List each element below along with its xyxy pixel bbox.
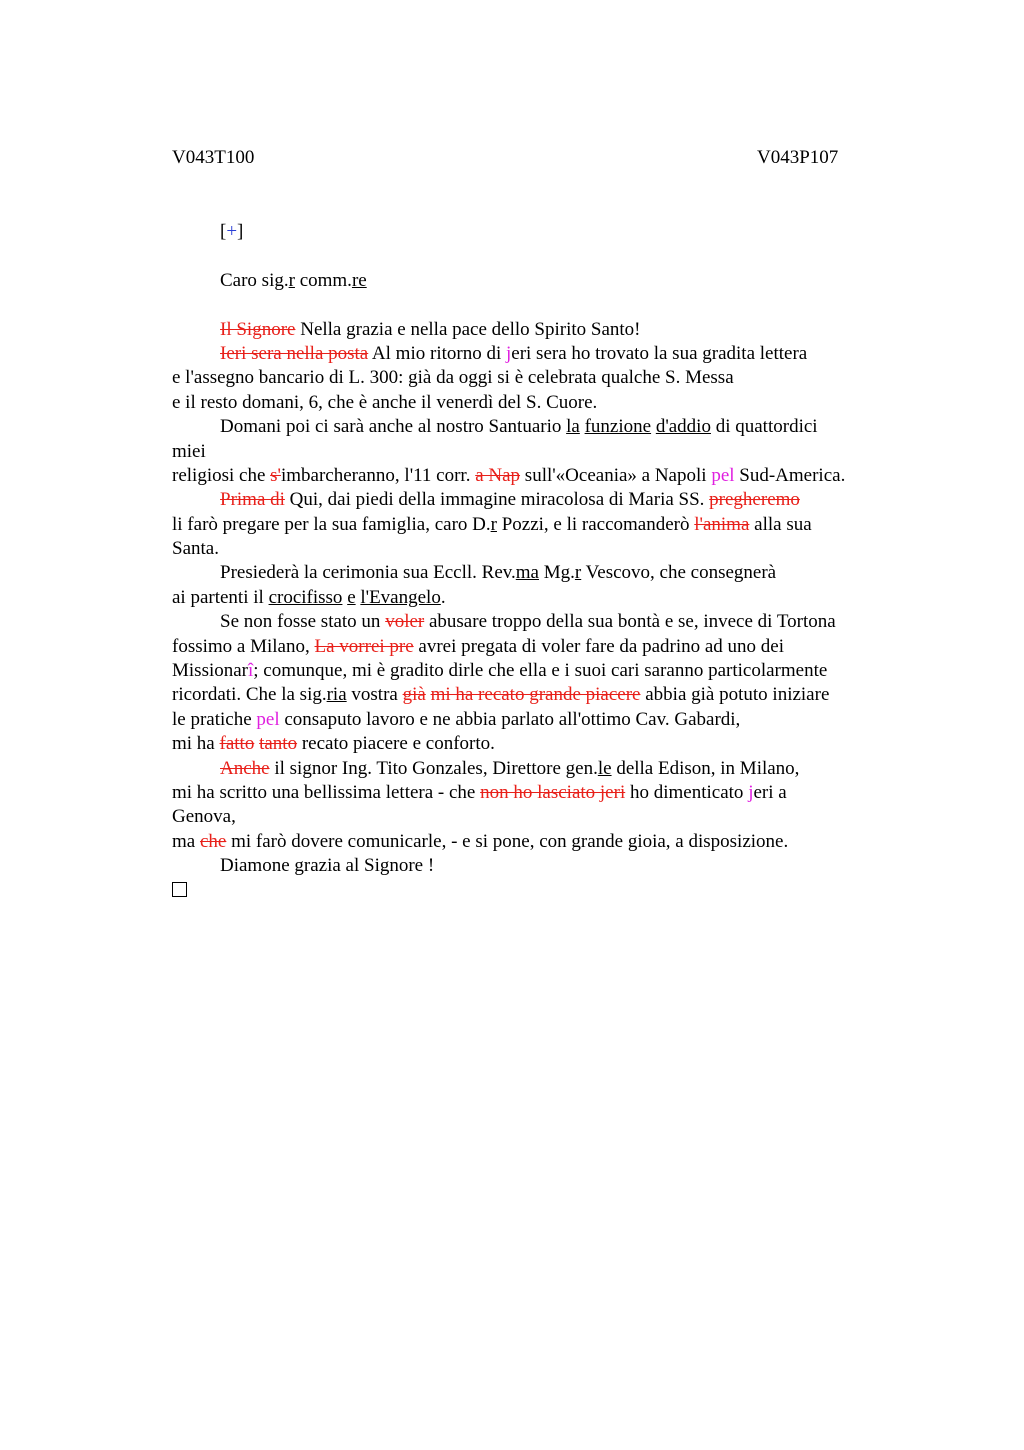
insertion: pel (711, 464, 735, 486)
deletion: La vorrei pre (314, 635, 414, 657)
deletion: Anche (220, 757, 270, 779)
paragraph-closing: Diamone grazia al Signore ! (220, 855, 435, 877)
paragraph-line: Anche il signor Ing. Tito Gonzales, Direttore gen.le della Edison, in Milano, (220, 757, 800, 779)
deletion: Ieri sera nella posta (220, 342, 369, 364)
deletion: a Nap (475, 464, 521, 486)
checkbox-square-icon (172, 882, 187, 897)
deletion: l'anima (694, 513, 750, 535)
paragraph-line: fossimo a Milano, La vorrei pre avrei pregata di voler fare da padrino ad uno dei (172, 635, 785, 657)
letter-body (172, 220, 912, 903)
deletion: che (199, 830, 227, 852)
deletion: mi ha recato grande piacere (430, 684, 641, 706)
paragraph-line: Genova, (172, 806, 236, 828)
paragraph-line: Missionarî; comunque, mi è gradito dirle che ella e i suoi cari saranno particolarmente (172, 660, 828, 682)
insertion: pel (256, 708, 280, 730)
paragraph-line: mi ha fatto tanto recato piacere e conforto. (172, 733, 495, 755)
insertion: j (748, 781, 754, 803)
deletion: voler (385, 611, 425, 633)
paragraph-line: Ieri sera nella posta Al mio ritorno di jeri sera ho trovato la sua gradita lettera (220, 342, 808, 364)
header-left-code: V043T100 (172, 147, 255, 168)
deletion: fatto (219, 733, 255, 755)
paragraph-line: miei (172, 440, 206, 462)
paragraph-line: Prima di Qui, dai piedi della immagine miracolosa di Maria SS. pregheremo (220, 489, 800, 511)
paragraph-line: le pratiche pel consaputo lavoro e ne abbia parlato all'ottimo Cav. Gabardi, (172, 708, 741, 730)
paragraph-line: religiosi che s'imbarcheranno, l'11 corr. a Nap sull'«Oceania» a Napoli pel Sud-America. (172, 464, 846, 486)
deletion: Prima di (220, 489, 285, 511)
salutation: Caro sig.r comm.re (220, 269, 367, 291)
paragraph-greeting: Il Signore Nella grazia e nella pace dello Spirito Santo! (220, 318, 641, 340)
deletion: s' (270, 464, 281, 486)
plus-marker[interactable]: + (226, 221, 238, 242)
paragraph-line: li farò pregare per la sua famiglia, caro D.r Pozzi, e li raccomanderò l'anima alla sua (172, 513, 812, 535)
paragraph-line: Santa. (172, 538, 219, 560)
insertion: j (505, 342, 512, 364)
paragraph-line: Domani poi ci sarà anche al nostro Santuario la funzione d'addio di quattordici (220, 416, 818, 438)
deletion: già (402, 684, 426, 706)
paragraph-line: ai partenti il crocifisso e l'Evangelo. (172, 586, 446, 608)
deletion: non ho lasciato jeri (480, 781, 626, 803)
deletion: tanto (259, 733, 298, 755)
header-right-code: V043P107 (757, 147, 839, 168)
paragraph-line: e il resto domani, 6, che è anche il venerdì del S. Cuore. (172, 391, 598, 413)
paragraph-line: ricordati. Che la sig.ria vostra già mi ha recato grande piacere abbia già potuto iniziare (172, 684, 830, 706)
paragraph-line: Presiederà la cerimonia sua Eccll. Rev.ma Mg.r Vescovo, che consegnerà (220, 562, 777, 584)
deletion: Il Signore (220, 318, 296, 340)
insertion: î (248, 660, 254, 682)
bracket-marker: [+] (220, 221, 244, 242)
paragraph-line: Se non fosse stato un voler abusare troppo della sua bontà e se, invece di Tortona (220, 611, 836, 633)
paragraph-line: e l'assegno bancario di L. 300: già da oggi si è celebrata qualche S. Messa (172, 367, 734, 389)
paragraph-line: ma che mi farò dovere comunicarle, - e si pone, con grande gioia, a disposizione. (172, 830, 789, 852)
paragraph-line: mi ha scritto una bellissima lettera - che non ho lasciato jeri ho dimenticato jeri a (172, 781, 787, 803)
end-marker (172, 879, 912, 903)
deletion: pregheremo (709, 489, 800, 511)
